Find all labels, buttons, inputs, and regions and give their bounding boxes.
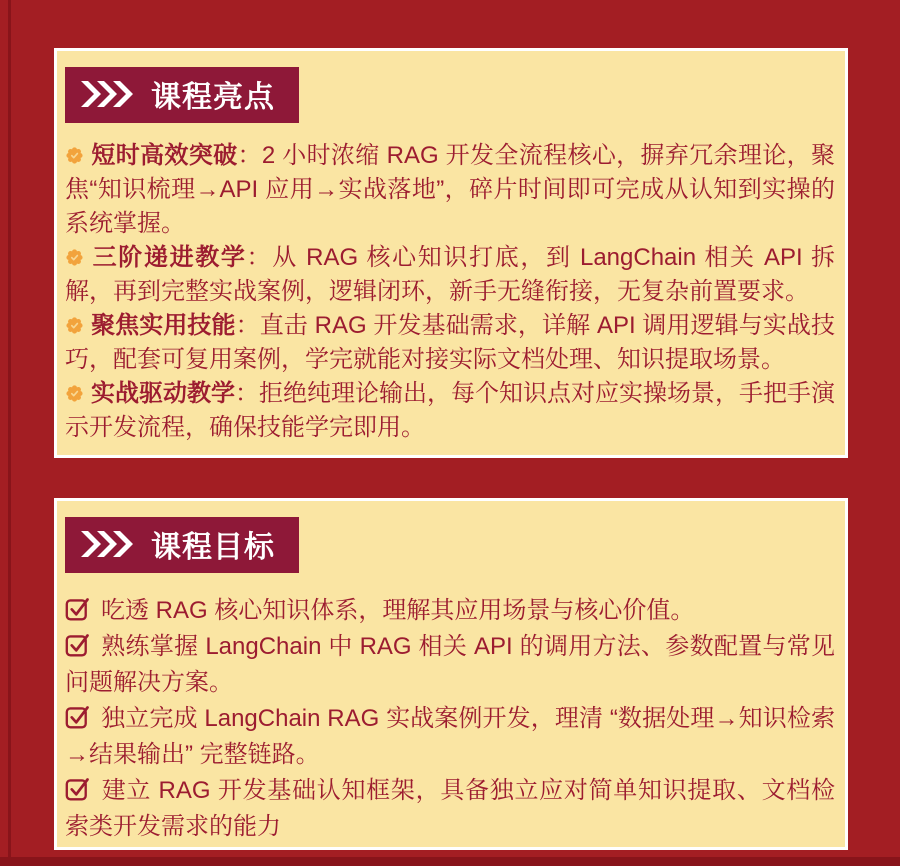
course-goals-card bbox=[54, 498, 848, 850]
course-highlights-card bbox=[54, 48, 848, 458]
checkbox-checked-icon bbox=[65, 631, 92, 658]
goal-item bbox=[65, 701, 835, 773]
highlight-item bbox=[65, 309, 835, 377]
highlight-item bbox=[65, 241, 835, 309]
triple-chevron-icon bbox=[81, 531, 137, 557]
highlight-lead: 三阶递进教学 bbox=[91, 244, 247, 271]
checkbox-checked-icon bbox=[65, 595, 92, 622]
goal-text: 建立 RAG 开发基础认知框架，具备独立应对简单知识提取、文档检索类开发需求的能力 bbox=[65, 777, 835, 840]
goal-text: 独立完成 LangChain RAG 实战案例开发，理清 “数据处理→知识检索→结果输出” 完整链路。 bbox=[65, 705, 835, 768]
highlight-text: 2 小时浓缩 RAG 开发全流程核心，摒弃冗余理论，聚焦“知识梳理→API 应用→实战落地”，碎片时间即可完成从认知到实操的系统掌握。 bbox=[65, 142, 836, 237]
checkbox-checked-icon bbox=[65, 703, 92, 730]
seal-check-icon bbox=[65, 243, 84, 262]
highlight-lead: 短时高效突破 bbox=[91, 142, 238, 169]
highlight-text: 从 RAG 核心知识打底，到 LangChain 相关 API 拆解，再到完整实战案例，逻辑闭环，新手无缝衔接，无复杂前置要求。 bbox=[65, 244, 836, 305]
highlight-item bbox=[65, 377, 835, 445]
highlight-colon: ： bbox=[235, 380, 259, 407]
goals-title: 课程目标 bbox=[151, 531, 275, 564]
goal-text: 吃透 RAG 核心知识体系，理解其应用场景与核心价值。 bbox=[101, 597, 695, 624]
goal-item bbox=[65, 629, 835, 701]
triple-chevron-icon bbox=[81, 81, 137, 107]
highlight-text: 直击 RAG 开发基础需求，详解 API 调用逻辑与实战技巧，配套可复用案例，学完就能对接实际文档处理、知识提取场景。 bbox=[65, 312, 836, 373]
highlights-title: 课程亮点 bbox=[151, 81, 275, 114]
goals-header-badge bbox=[65, 517, 299, 573]
highlight-text: 拒绝纯理论输出，每个知识点对应实操场景，手把手演示开发流程，确保技能学完即用。 bbox=[65, 380, 835, 441]
goal-item bbox=[65, 593, 835, 629]
highlight-colon: ： bbox=[237, 142, 262, 169]
highlight-colon: ： bbox=[246, 244, 273, 271]
highlight-colon: ： bbox=[235, 312, 260, 339]
highlight-lead: 聚焦实用技能 bbox=[91, 312, 236, 339]
highlight-item bbox=[65, 139, 835, 241]
seal-check-icon bbox=[65, 311, 84, 330]
bottom-accent-stripe bbox=[0, 857, 900, 866]
highlights-header-badge bbox=[65, 67, 299, 123]
highlights-list bbox=[65, 139, 835, 445]
goal-item bbox=[65, 773, 835, 845]
checkbox-checked-icon bbox=[65, 775, 92, 802]
seal-check-icon bbox=[65, 141, 84, 160]
seal-check-icon bbox=[65, 379, 84, 398]
left-accent-stripe bbox=[8, 0, 11, 866]
goals-list bbox=[65, 593, 835, 845]
highlight-lead: 实战驱动教学 bbox=[91, 380, 235, 407]
goal-text: 熟练掌握 LangChain 中 RAG 相关 API 的调用方法、参数配置与常见问题解决方案。 bbox=[65, 633, 835, 696]
